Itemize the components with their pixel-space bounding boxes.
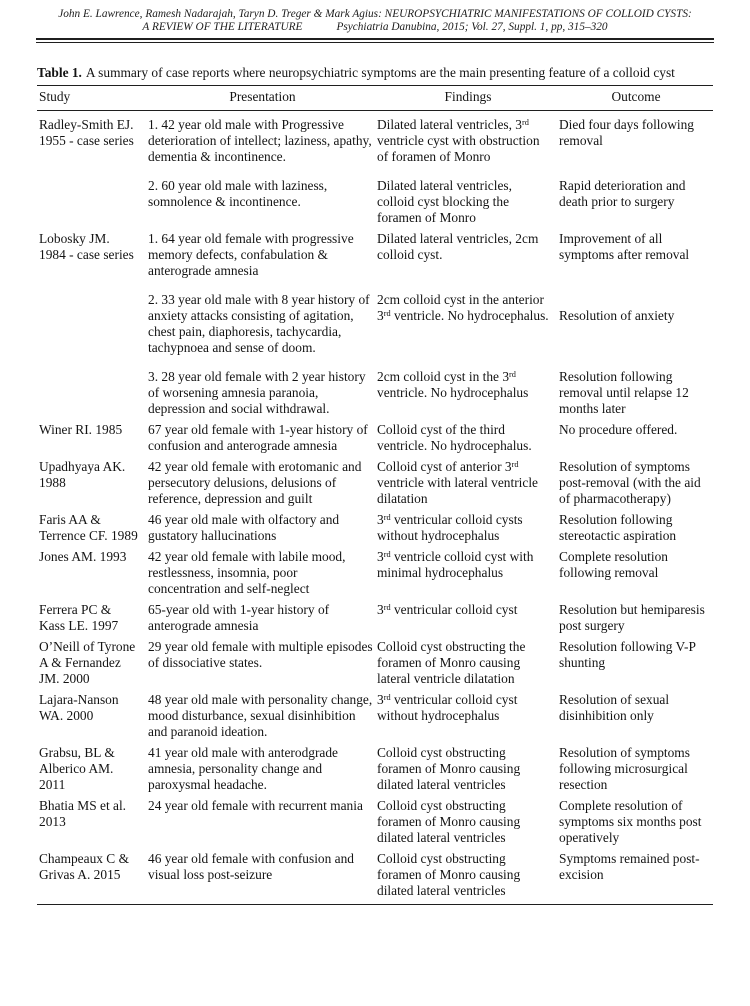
running-head [0, 0, 750, 34]
column-header-presentation: Presentation [229, 89, 296, 104]
case-row [148, 369, 713, 417]
outcome-cell: Resolution but hemiparesis post surgery [559, 602, 705, 633]
presentation-cell: 48 year old male with personality change, mood disturbance, sexual disinhibition and paranoid ideation. [148, 692, 373, 739]
running-head-line2 [0, 21, 750, 34]
study-cell: Ferrera PC & Kass LE. 1997 [39, 602, 119, 633]
findings-cell: 2cm colloid cyst in the anterior 3rd ventricle. No hydrocephalus. [377, 292, 549, 323]
case-list [148, 549, 713, 597]
presentation-cell: 2. 33 year old male with 8 year history of anxiety attacks consisting of agitation, chest pain, diaphoresis, tachycardia, tachypnoea and sense of doom. [148, 292, 370, 355]
study-cell: Upadhyaya AK. 1988 [39, 459, 126, 490]
case-list [148, 851, 713, 899]
table-row-group [37, 422, 713, 454]
findings-cell: Colloid cyst obstructing foramen of Monro causing dilated lateral ventricles [377, 798, 521, 845]
study-cell: Bhatia MS et al. 2013 [39, 798, 127, 829]
outcome-cell: No procedure offered. [559, 422, 678, 437]
case-row [148, 422, 713, 454]
case-row [148, 512, 713, 544]
outcome-cell: Died four days following removal [559, 117, 694, 148]
outcome-cell: Resolution following V-P shunting [559, 639, 696, 670]
study-cell: Lajara-Nanson WA. 2000 [39, 692, 119, 723]
table-row-group [37, 117, 713, 226]
case-list [148, 639, 713, 687]
table-caption [37, 65, 713, 86]
presentation-cell: 67 year old female with 1-year history of confusion and anterograde amnesia [148, 422, 368, 453]
study-cell: Faris AA & Terrence CF. 1989 [39, 512, 138, 543]
outcome-cell: Symptoms remained post-excision [559, 851, 700, 882]
outcome-cell: Resolution of anxiety [559, 308, 675, 323]
outcome-cell: Rapid deterioration and death prior to surgery [559, 178, 686, 209]
table-body [37, 111, 713, 905]
table-row-group [37, 602, 713, 634]
running-head-review-title: A REVIEW OF THE LITERATURE [142, 21, 303, 33]
case-row [148, 692, 713, 740]
running-head-line1: John E. Lawrence, Ramesh Nadarajah, Taryn D. Treger & Mark Agius: NEUROPSYCHIATRIC MANIFESTATIONS OF COLLOID CYSTS: [58, 8, 692, 20]
case-row [148, 639, 713, 687]
table-row-group [37, 692, 713, 740]
presentation-cell: 29 year old female with multiple episodes of dissociative states. [148, 639, 373, 670]
outcome-cell: Resolution of symptoms post-removal (with the aid of pharmacotherapy) [559, 459, 701, 506]
table-row-group [37, 745, 713, 793]
outcome-cell: Complete resolution of symptoms six months post operatively [559, 798, 702, 845]
case-row [148, 602, 713, 634]
case-list [148, 459, 713, 507]
findings-cell: 2cm colloid cyst in the 3rd ventricle. No hydrocephalus [377, 369, 529, 400]
findings-cell: Dilated lateral ventricles, 3rd ventricle cyst with obstruction of foramen of Monro [377, 117, 540, 164]
case-list [148, 692, 713, 740]
outcome-cell: Resolution of symptoms following microsurgical resection [559, 745, 690, 792]
case-row [148, 459, 713, 507]
presentation-cell: 42 year old female with labile mood, restlessness, insomnia, poor concentration and self-neglect [148, 549, 346, 596]
column-header-study: Study [39, 89, 71, 104]
study-cell: Grabsu, BL & Alberico AM. 2011 [39, 745, 115, 792]
case-row [148, 798, 713, 846]
findings-cell: Colloid cyst of the third ventricle. No hydrocephalus. [377, 422, 532, 453]
case-row [148, 178, 713, 226]
presentation-cell: 65-year old with 1-year history of anterograde amnesia [148, 602, 330, 633]
case-row [148, 745, 713, 793]
findings-cell: 3rd ventricular colloid cysts without hydrocephalus [377, 512, 523, 543]
presentation-cell: 1. 64 year old female with progressive memory defects, confabulation & anterograde amnesia [148, 231, 354, 278]
case-row [148, 549, 713, 597]
case-list [148, 231, 713, 417]
study-cell: Winer RI. 1985 [39, 422, 123, 437]
presentation-cell: 41 year old male with anterodgrade amnesia, personality change and paroxysmal headache. [148, 745, 338, 792]
study-cell: Lobosky JM. 1984 - case series [39, 231, 134, 262]
case-row [148, 292, 713, 356]
findings-cell: 3rd ventricular colloid cyst [377, 602, 518, 617]
presentation-cell: 1. 42 year old male with Progressive deterioration of intellect; laziness, apathy, dementia & incontinence. [148, 117, 372, 164]
presentation-cell: 46 year old male with olfactory and gustatory hallucinations [148, 512, 340, 543]
study-cell: Champeaux C & Grivas A. 2015 [39, 851, 130, 882]
findings-cell: 3rd ventricular colloid cyst without hydrocephalus [377, 692, 518, 723]
findings-cell: Colloid cyst obstructing the foramen of Monro causing lateral ventricle dilatation [377, 639, 526, 686]
outcome-cell: Complete resolution following removal [559, 549, 668, 580]
case-row [148, 231, 713, 279]
findings-cell: 3rd ventricle colloid cyst with minimal hydrocephalus [377, 549, 534, 580]
presentation-cell: 24 year old female with recurrent mania [148, 798, 363, 813]
findings-cell: Colloid cyst obstructing foramen of Monro causing dilated lateral ventricles [377, 745, 521, 792]
table-row-group [37, 459, 713, 507]
presentation-cell: 46 year old female with confusion and visual loss post-seizure [148, 851, 355, 882]
column-header-findings: Findings [444, 89, 492, 104]
table-row-group [37, 549, 713, 597]
case-list [148, 602, 713, 634]
case-list [148, 798, 713, 846]
table-row-group [37, 639, 713, 687]
findings-cell: Dilated lateral ventricles, colloid cyst blocking the foramen of Monro [377, 178, 512, 225]
outcome-cell: Resolution following stereotactic aspiration [559, 512, 677, 543]
presentation-cell: 2. 60 year old male with laziness, somnolence & incontinence. [148, 178, 328, 209]
column-header-outcome: Outcome [611, 89, 661, 104]
findings-cell: Colloid cyst obstructing foramen of Monro causing dilated lateral ventricles [377, 851, 521, 898]
case-row [148, 117, 713, 165]
findings-cell: Colloid cyst of anterior 3rd ventricle with lateral ventricle dilatation [377, 459, 538, 506]
findings-cell: Dilated lateral ventricles, 2cm colloid cyst. [377, 231, 539, 262]
table-row-group [37, 851, 713, 899]
table-row-group [37, 798, 713, 846]
table-row-group [37, 231, 713, 417]
study-cell: Radley-Smith EJ. 1955 - case series [39, 117, 134, 148]
study-cell: O’Neill of Tyrone A & Fernandez JM. 2000 [39, 639, 136, 686]
case-row [148, 851, 713, 899]
outcome-cell: Resolution following removal until relapse 12 months later [559, 369, 689, 416]
presentation-cell: 42 year old female with erotomanic and persecutory delusions, delusions of reference, depression and guilt [148, 459, 362, 506]
table-header-row [37, 86, 713, 111]
table-row-group [37, 512, 713, 544]
header-double-rule [36, 38, 714, 43]
study-cell: Jones AM. 1993 [39, 549, 127, 564]
case-list [148, 512, 713, 544]
running-head-journal-citation: Psychiatria Danubina, 2015; Vol. 27, Suppl. 1, pp, 315–320 [336, 21, 608, 33]
case-list [148, 745, 713, 793]
case-list [148, 117, 713, 226]
presentation-cell: 3. 28 year old female with 2 year history of worsening amnesia paranoia, depression and social withdrawal. [148, 369, 366, 416]
outcome-cell: Resolution of sexual disinhibition only [559, 692, 670, 723]
case-list [148, 422, 713, 454]
table-caption-text: A summary of case reports where neuropsychiatric symptoms are the main presenting feature of a colloid cyst [85, 65, 675, 80]
outcome-cell: Improvement of all symptoms after removal [559, 231, 690, 262]
table-caption-label: Table 1. [37, 65, 82, 80]
